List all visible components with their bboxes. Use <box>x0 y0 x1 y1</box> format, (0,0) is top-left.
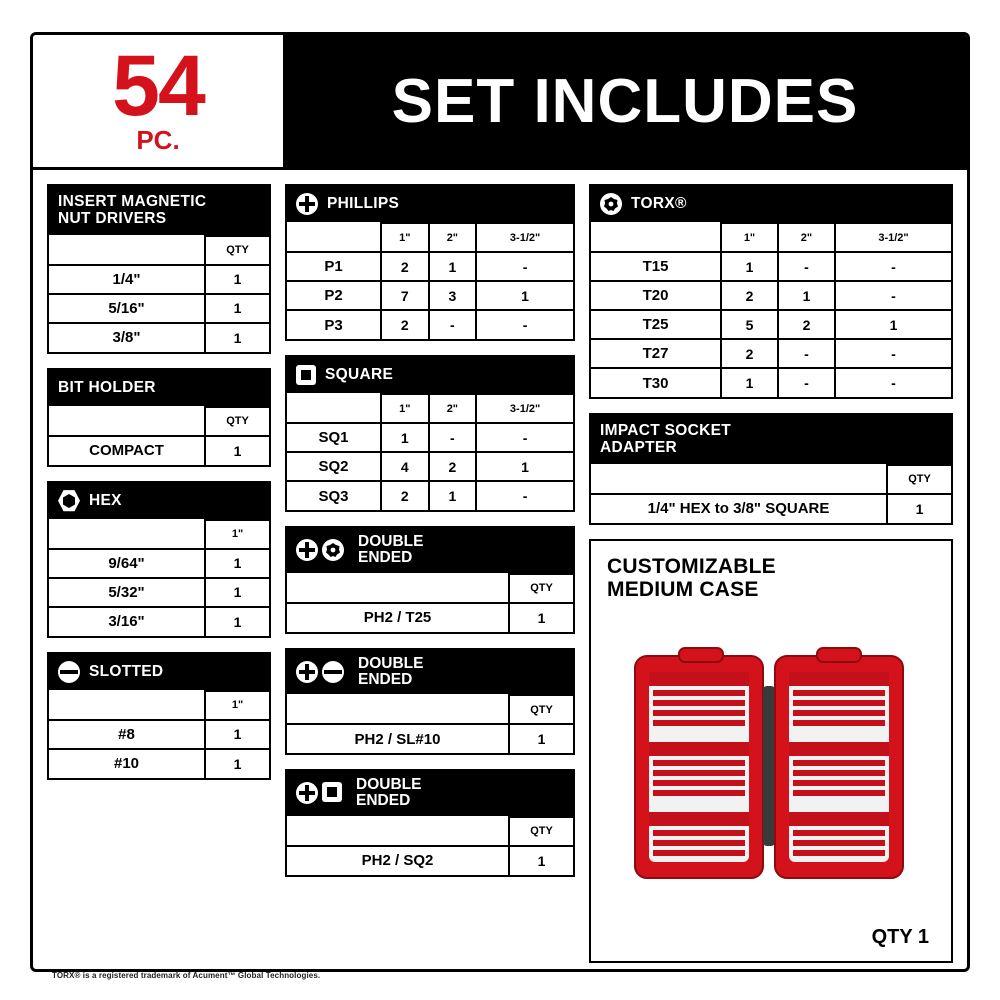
square-card <box>285 355 575 512</box>
row-label: PH2 / SQ2 <box>287 846 509 875</box>
double-ended-title-3 <box>356 777 421 810</box>
row-value-3: 1 <box>476 281 573 310</box>
row-label: PH2 / SL#10 <box>287 724 509 753</box>
table-row <box>287 252 573 281</box>
row-qty: 1 <box>205 436 269 465</box>
double-ended-title-line1: DOUBLE <box>358 533 424 550</box>
hex-card <box>47 481 271 638</box>
row-qty: 1 <box>509 603 573 632</box>
table-row <box>49 607 269 636</box>
row-value-3: - <box>476 423 573 452</box>
row-qty: 1 <box>509 724 573 753</box>
impact-socket-adapter-card <box>589 413 953 525</box>
row-label: 9/64" <box>49 549 205 578</box>
row-label: P1 <box>287 252 381 281</box>
square-title: SQUARE <box>325 366 394 384</box>
table-row <box>49 436 269 465</box>
case-title <box>607 555 935 602</box>
table-row <box>49 749 269 778</box>
size-header-2: 2" <box>778 223 835 252</box>
table-row <box>49 549 269 578</box>
double-ended-card-1 <box>285 526 575 634</box>
table-row <box>287 423 573 452</box>
table-row <box>49 323 269 352</box>
double-ended-title-line1: DOUBLE <box>358 654 424 672</box>
torx-title: TORX® <box>631 195 687 213</box>
impact-adapter-title-line2: ADAPTER <box>600 439 678 457</box>
row-value-1: 2 <box>381 481 429 510</box>
double-ended-title-line2: ENDED <box>358 549 413 567</box>
slotted-header <box>49 654 269 690</box>
row-qty: 1 <box>205 294 269 323</box>
spacer-cell <box>287 817 509 846</box>
phillips-title: PHILLIPS <box>327 195 400 213</box>
row-value-1: 2 <box>381 310 429 339</box>
table-row <box>287 452 573 481</box>
column-left <box>47 184 271 963</box>
double-ended-title-2 <box>358 656 423 689</box>
size-header-2: 2" <box>429 394 477 423</box>
header-title-bar <box>283 35 967 167</box>
table-row <box>591 281 951 310</box>
phillips-header <box>287 186 573 222</box>
sheet-frame <box>30 32 970 972</box>
row-value-3: - <box>835 281 951 310</box>
double-ended-title-line2: ENDED <box>356 792 411 810</box>
row-value: 1 <box>205 749 269 778</box>
piece-count: 54 <box>112 37 204 134</box>
qty-header: QTY <box>205 407 269 436</box>
row-value-3: - <box>476 481 573 510</box>
size-header-2: 2" <box>429 223 477 252</box>
table-row <box>287 603 573 632</box>
row-label: SQ1 <box>287 423 381 452</box>
spacer-cell <box>49 520 205 549</box>
double-ended-card-3 <box>285 769 575 877</box>
row-label: SQ2 <box>287 452 381 481</box>
size-header-1: 1" <box>205 691 269 720</box>
square-icon <box>322 782 342 802</box>
spacer-cell <box>287 695 509 724</box>
row-value-2: 1 <box>778 281 835 310</box>
phillips-icon <box>296 193 318 215</box>
row-value: 1 <box>205 578 269 607</box>
table-header-row <box>287 394 573 423</box>
header <box>33 35 967 170</box>
double-ended-header-2 <box>287 650 573 695</box>
torx-table <box>591 222 951 397</box>
row-value-3: 1 <box>835 310 951 339</box>
row-value-3: - <box>835 339 951 368</box>
size-header-3: 3-1/2" <box>835 223 951 252</box>
row-value-2: 2 <box>429 452 477 481</box>
slotted-icon <box>322 661 344 683</box>
table-row <box>49 720 269 749</box>
spacer-cell <box>591 465 887 494</box>
piece-count-block <box>33 35 283 167</box>
row-label: T20 <box>591 281 721 310</box>
spacer-cell <box>287 394 381 423</box>
table-row <box>287 281 573 310</box>
spacer-cell <box>49 236 205 265</box>
qty-header: QTY <box>509 574 573 603</box>
row-label: #8 <box>49 720 205 749</box>
column-middle <box>285 184 575 963</box>
spacer-cell <box>49 407 205 436</box>
row-qty: 1 <box>509 846 573 875</box>
size-header-1: 1" <box>381 223 429 252</box>
double-ended-title-line1: DOUBLE <box>356 776 422 794</box>
square-icon <box>296 365 316 385</box>
row-value-1: 1 <box>721 252 778 281</box>
row-value-2: - <box>778 252 835 281</box>
size-header-1: 1" <box>381 394 429 423</box>
table-row <box>49 265 269 294</box>
footnote: TORX® is a registered trademark of Acument™ Global Technologies. <box>52 971 321 980</box>
nut-drivers-card <box>47 184 271 354</box>
row-label: #10 <box>49 749 205 778</box>
row-value-3: - <box>476 310 573 339</box>
content-area <box>33 170 967 969</box>
table-row <box>591 368 951 397</box>
row-label: P2 <box>287 281 381 310</box>
row-label: 5/16" <box>49 294 205 323</box>
row-label: T15 <box>591 252 721 281</box>
double-ended-title-line2: ENDED <box>358 670 413 688</box>
row-value-1: 5 <box>721 310 778 339</box>
row-value: 1 <box>205 720 269 749</box>
bit-holder-card <box>47 368 271 467</box>
hex-title: HEX <box>89 492 122 510</box>
spacer-cell <box>287 574 509 603</box>
row-label: 1/4" <box>49 265 205 294</box>
table-header-row <box>591 223 951 252</box>
torx-icon <box>322 539 344 561</box>
spacer-cell <box>287 223 381 252</box>
row-value-1: 1 <box>381 423 429 452</box>
row-label: 5/32" <box>49 578 205 607</box>
square-table <box>287 393 573 510</box>
customizable-case-card <box>589 539 953 963</box>
phillips-card <box>285 184 575 341</box>
case-title-line2: MEDIUM CASE <box>607 578 759 602</box>
table-row <box>591 252 951 281</box>
bit-holder-table <box>49 406 269 465</box>
nut-drivers-title-line2: NUT DRIVERS <box>58 210 167 228</box>
double-ended-icons-3 <box>296 782 342 804</box>
slotted-table <box>49 690 269 778</box>
double-ended-icons-2 <box>296 661 344 683</box>
nut-drivers-title-line1: INSERT MAGNETIC <box>58 193 207 210</box>
row-value-2: - <box>778 339 835 368</box>
table-row <box>49 294 269 323</box>
row-value-2: 1 <box>429 252 477 281</box>
table-row <box>287 481 573 510</box>
spacer-cell <box>49 691 205 720</box>
phillips-icon <box>296 782 318 804</box>
case-image <box>621 646 921 886</box>
double-ended-card-2 <box>285 648 575 756</box>
table-row <box>591 494 951 523</box>
row-value-3: - <box>835 252 951 281</box>
qty-header: QTY <box>509 695 573 724</box>
piece-count-unit: PC. <box>136 125 180 156</box>
table-header-row <box>287 695 573 724</box>
row-value: 1 <box>205 549 269 578</box>
double-ended-table-1 <box>287 573 573 632</box>
row-label: 3/16" <box>49 607 205 636</box>
row-qty: 1 <box>205 265 269 294</box>
case-illustration <box>607 602 935 924</box>
phillips-icon <box>296 539 318 561</box>
row-value-2: 1 <box>429 481 477 510</box>
phillips-icon <box>296 661 318 683</box>
row-label: COMPACT <box>49 436 205 465</box>
row-label: 1/4" HEX to 3/8" SQUARE <box>591 494 887 523</box>
page-title: SET INCLUDES <box>391 66 859 136</box>
qty-header: QTY <box>509 817 573 846</box>
table-header-row <box>49 236 269 265</box>
table-row <box>287 310 573 339</box>
row-label: SQ3 <box>287 481 381 510</box>
table-header-row <box>49 691 269 720</box>
table-header-row <box>49 407 269 436</box>
size-header-1: 1" <box>721 223 778 252</box>
table-row <box>591 339 951 368</box>
hex-header <box>49 483 269 519</box>
table-row <box>49 578 269 607</box>
double-ended-header-3 <box>287 771 573 816</box>
row-qty: 1 <box>205 323 269 352</box>
row-value-1: 2 <box>381 252 429 281</box>
row-label: T27 <box>591 339 721 368</box>
row-value-1: 1 <box>721 368 778 397</box>
double-ended-table-2 <box>287 694 573 753</box>
row-value-1: 4 <box>381 452 429 481</box>
row-value-1: 7 <box>381 281 429 310</box>
row-value-2: 3 <box>429 281 477 310</box>
row-label: T30 <box>591 368 721 397</box>
row-value-3: - <box>835 368 951 397</box>
row-label: T25 <box>591 310 721 339</box>
row-value-2: - <box>429 423 477 452</box>
torx-card <box>589 184 953 399</box>
row-value-1: 2 <box>721 339 778 368</box>
hex-icon <box>58 490 80 512</box>
row-value-2: - <box>429 310 477 339</box>
table-row <box>287 724 573 753</box>
size-header-3: 3-1/2" <box>476 394 573 423</box>
double-ended-table-3 <box>287 816 573 875</box>
square-header <box>287 357 573 393</box>
torx-icon <box>600 193 622 215</box>
double-ended-icons-1 <box>296 539 344 561</box>
size-header-1: 1" <box>205 520 269 549</box>
case-qty: QTY 1 <box>871 926 929 948</box>
row-label: 3/8" <box>49 323 205 352</box>
case-title-line1: CUSTOMIZABLE <box>607 554 776 578</box>
qty-header: QTY <box>205 236 269 265</box>
table-header-row <box>49 520 269 549</box>
size-header-3: 3-1/2" <box>476 223 573 252</box>
impact-socket-adapter-header <box>591 415 951 464</box>
row-qty: 1 <box>887 494 951 523</box>
column-right <box>589 184 953 963</box>
spacer-cell <box>591 223 721 252</box>
slotted-title: SLOTTED <box>89 663 164 681</box>
table-header-row <box>591 465 951 494</box>
table-row <box>287 846 573 875</box>
row-value-1: 2 <box>721 281 778 310</box>
table-header-row <box>287 223 573 252</box>
bit-holder-title: BIT HOLDER <box>58 379 156 397</box>
hex-table <box>49 519 269 636</box>
row-value-3: - <box>476 252 573 281</box>
impact-adapter-title-line1: IMPACT SOCKET <box>600 422 732 439</box>
bit-holder-header <box>49 370 269 406</box>
table-row <box>591 310 951 339</box>
table-header-row <box>287 574 573 603</box>
nut-drivers-table <box>49 235 269 352</box>
slotted-icon <box>58 661 80 683</box>
slotted-card <box>47 652 271 780</box>
row-value-2: 2 <box>778 310 835 339</box>
row-label: P3 <box>287 310 381 339</box>
nut-drivers-header <box>49 186 269 235</box>
qty-header: QTY <box>887 465 951 494</box>
row-value: 1 <box>205 607 269 636</box>
double-ended-title-1 <box>358 534 423 567</box>
row-label: PH2 / T25 <box>287 603 509 632</box>
torx-header <box>591 186 951 222</box>
impact-socket-adapter-table <box>591 464 951 523</box>
table-header-row <box>287 817 573 846</box>
row-value-2: - <box>778 368 835 397</box>
double-ended-header-1 <box>287 528 573 573</box>
row-value-3: 1 <box>476 452 573 481</box>
phillips-table <box>287 222 573 339</box>
